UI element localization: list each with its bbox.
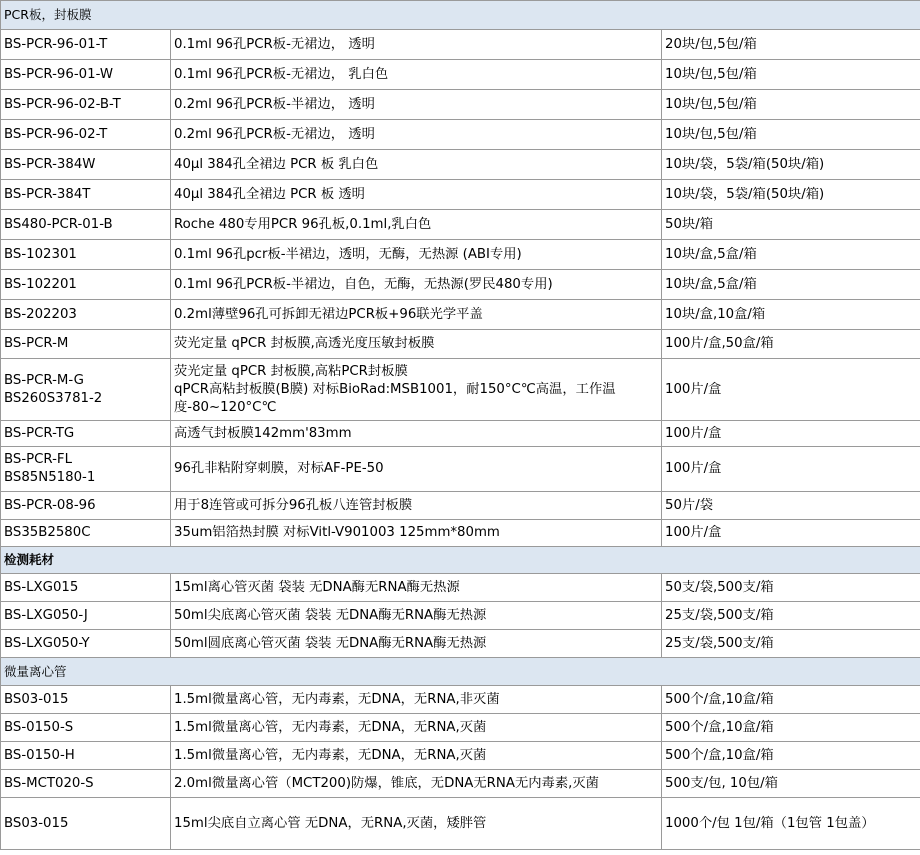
packaging-spec: 10块/袋，5袋/箱(50块/箱) (662, 180, 920, 210)
product-code: BS35B2580C (4, 525, 91, 540)
table-row (1, 90, 920, 120)
product-code: BS-PCR-384T (4, 186, 91, 202)
product-description-cell (171, 240, 662, 270)
product-description: 40μl 384孔全裙边 PCR 板 乳白色 (174, 156, 379, 172)
packaging-spec: 25支/袋,500支/箱 (662, 602, 920, 630)
packaging-spec: 500个/盒,10盒/箱 (662, 686, 920, 714)
product-description-cell (171, 574, 662, 602)
product-code-cell (1, 60, 171, 90)
table-row (1, 359, 920, 421)
table-row (1, 630, 920, 658)
product-code-cell (1, 798, 171, 850)
product-code: BS480-PCR-01-B (4, 216, 113, 232)
product-description: qPCR高粘封板膜(B膜) 对标BioRad:MSB1001，耐150°C℃高温，工作温 (174, 381, 616, 397)
product-description: 度-80~120°C℃ (174, 399, 277, 415)
product-description: 0.1ml 96孔PCR板-半裙边，自色，无酶，无热源(罗民480专用) (174, 276, 553, 292)
packaging-spec: 10块/盒,5盒/箱 (662, 270, 920, 300)
packaging-spec: 100片/盒,50盒/箱 (662, 330, 920, 359)
table-row (1, 150, 920, 180)
product-code-cell (1, 770, 171, 798)
product-description: 高透气封板膜142mm'83mm (174, 425, 352, 441)
packaging-spec: 500个/盒,10盒/箱 (662, 742, 920, 770)
product-description-cell (171, 270, 662, 300)
product-code: BS-102301 (4, 246, 77, 262)
product-code-cell (1, 492, 171, 520)
table-row (1, 270, 920, 300)
product-description: 35um铝箔热封膜 对标Vitl-V901003 125mm*80mm (174, 525, 500, 540)
product-description-cell (171, 120, 662, 150)
table-row (1, 520, 920, 547)
product-description-cell (171, 180, 662, 210)
product-description-cell (171, 447, 662, 492)
product-code-cell (1, 421, 171, 447)
product-code-cell (1, 574, 171, 602)
packaging-spec: 50块/箱 (662, 210, 920, 240)
product-description-cell (171, 798, 662, 850)
product-description: 15ml尖底自立离心管 无DNA，无RNA,灭菌，矮胖管 (174, 815, 487, 831)
product-code: BS-PCR-M-G (4, 372, 84, 388)
product-description: 15ml离心管灭菌 袋装 无DNA酶无RNA酶无热源 (174, 579, 460, 595)
product-description-cell (171, 520, 662, 547)
product-description-cell (171, 602, 662, 630)
table-row (1, 492, 920, 520)
product-code: BS260S3781-2 (4, 390, 103, 406)
product-code-cell (1, 270, 171, 300)
packaging-spec: 20块/包,5包/箱 (662, 30, 920, 60)
product-code: BS-PCR-96-02-T (4, 126, 108, 142)
product-description: 1.5ml微量离心管，无内毒素，无DNA，无RNA,非灭菌 (174, 691, 500, 707)
packaging-spec: 100片/盒 (662, 447, 920, 492)
product-code-cell (1, 30, 171, 60)
packaging-spec: 1000个/包 1包/箱（1包管 1包盖） (662, 798, 920, 850)
product-description: 96孔非粘附穿刺膜，对标AF-PE-50 (174, 461, 384, 476)
table-row (1, 574, 920, 602)
table-row (1, 120, 920, 150)
product-code-cell (1, 180, 171, 210)
product-description-cell (171, 300, 662, 330)
product-description-cell (171, 492, 662, 520)
product-code: BS-0150-S (4, 719, 74, 735)
packaging-spec: 100片/盒 (662, 359, 920, 421)
packaging-spec: 10块/包,5包/箱 (662, 120, 920, 150)
packaging-spec: 10块/包,5包/箱 (662, 90, 920, 120)
product-description: 50ml尖底离心管灭菌 袋装 无DNA酶无RNA酶无热源 (174, 607, 487, 623)
packaging-spec: 50片/袋 (662, 492, 920, 520)
product-description: 0.1ml 96孔PCR板-无裙边， 透明 (174, 36, 375, 52)
table-row (1, 798, 920, 850)
product-code: BS03-015 (4, 691, 69, 707)
product-description: 40μl 384孔全裙边 PCR 板 透明 (174, 186, 365, 202)
product-code: BS-PCR-FL (4, 452, 72, 467)
table-row (1, 330, 920, 359)
product-description: 2.0ml微量离心管（MCT200)防爆，锥底，无DNA无RNA无内毒素,灭菌 (174, 775, 599, 791)
section-title: 检测耗材 (1, 547, 920, 574)
product-description: 0.1ml 96孔PCR板-无裙边， 乳白色 (174, 66, 389, 82)
product-description: Roche 480专用PCR 96孔板,0.1ml,乳白色 (174, 216, 432, 232)
product-code: BS-PCR-08-96 (4, 497, 96, 513)
product-description-cell (171, 90, 662, 120)
product-code: BS03-015 (4, 815, 69, 831)
packaging-spec: 50支/袋,500支/箱 (662, 574, 920, 602)
packaging-spec: 10块/包,5包/箱 (662, 60, 920, 90)
product-code: BS-PCR-384W (4, 156, 96, 172)
product-description-cell (171, 714, 662, 742)
product-description: 0.2ml薄壁96孔可拆卸无裙边PCR板+96联光学平盖 (174, 306, 483, 322)
product-description-cell (171, 630, 662, 658)
table-row (1, 240, 920, 270)
product-description: 0.2ml 96孔PCR板-无裙边， 透明 (174, 126, 375, 142)
product-code-cell (1, 520, 171, 547)
product-code-cell (1, 120, 171, 150)
packaging-spec: 25支/袋,500支/箱 (662, 630, 920, 658)
product-description-cell (171, 330, 662, 359)
product-code: BS-0150-H (4, 747, 75, 763)
table-row (1, 686, 920, 714)
product-code: BS-PCR-96-02-B-T (4, 96, 121, 112)
product-description: 荧光定量 qPCR 封板膜,高透光度压敏封板膜 (174, 336, 435, 351)
product-code-cell (1, 330, 171, 359)
product-code: BS-LXG050-Y (4, 635, 90, 651)
product-table-body (1, 1, 920, 850)
table-row (1, 300, 920, 330)
product-code-cell (1, 300, 171, 330)
product-description-cell (171, 770, 662, 798)
product-description-cell (171, 60, 662, 90)
table-row (1, 210, 920, 240)
table-row (1, 30, 920, 60)
product-description-cell (171, 30, 662, 60)
product-description-cell (171, 742, 662, 770)
product-code-cell (1, 90, 171, 120)
packaging-spec: 10块/盒,10盒/箱 (662, 300, 920, 330)
section-header-row (1, 1, 920, 30)
section-title: 微量离心管 (1, 658, 920, 686)
table-row (1, 60, 920, 90)
packaging-spec: 500个/盒,10盒/箱 (662, 714, 920, 742)
packaging-spec: 10块/袋，5袋/箱(50块/箱) (662, 150, 920, 180)
product-description-cell (171, 210, 662, 240)
product-description: 0.2ml 96孔PCR板-半裙边， 透明 (174, 96, 375, 112)
product-code-cell (1, 714, 171, 742)
product-code: BS85N5180-1 (4, 470, 96, 485)
product-description: 0.1ml 96孔pcr板-半裙边，透明，无酶，无热源 (ABI专用) (174, 246, 522, 262)
section-header-row (1, 547, 920, 574)
product-code: BS-202203 (4, 306, 77, 322)
product-code: BS-MCT020-S (4, 775, 94, 791)
product-code-cell (1, 150, 171, 180)
product-description: 用于8连管或可拆分96孔板八连管封板膜 (174, 497, 413, 513)
table-row (1, 421, 920, 447)
packaging-spec: 500支/包, 10包/箱 (662, 770, 920, 798)
product-code-cell (1, 742, 171, 770)
product-code-cell (1, 630, 171, 658)
table-row (1, 447, 920, 492)
table-row (1, 180, 920, 210)
table-row (1, 602, 920, 630)
product-code: BS-LXG015 (4, 579, 79, 595)
product-description: 50ml圆底离心管灭菌 袋装 无DNA酶无RNA酶无热源 (174, 635, 487, 651)
packaging-spec: 100片/盒 (662, 520, 920, 547)
table-row (1, 742, 920, 770)
product-description: 1.5ml微量离心管，无内毒素，无DNA，无RNA,灭菌 (174, 719, 487, 735)
table-row (1, 714, 920, 742)
product-description: 1.5ml微量离心管，无内毒素，无DNA，无RNA,灭菌 (174, 747, 487, 763)
packaging-spec: 10块/盒,5盒/箱 (662, 240, 920, 270)
section-header-row (1, 658, 920, 686)
product-code: BS-102201 (4, 276, 77, 292)
product-description-cell (171, 150, 662, 180)
product-code-cell (1, 359, 171, 421)
section-title: PCR板，封板膜 (1, 1, 920, 30)
product-description-cell (171, 686, 662, 714)
product-description-cell (171, 359, 662, 421)
product-description-cell (171, 421, 662, 447)
product-code-cell (1, 686, 171, 714)
product-code-cell (1, 210, 171, 240)
product-code: BS-PCR-TG (4, 425, 75, 441)
product-code: BS-PCR-M (4, 336, 69, 351)
packaging-spec: 100片/盒 (662, 421, 920, 447)
product-code: BS-PCR-96-01-W (4, 66, 113, 82)
product-code: BS-LXG050-J (4, 607, 88, 623)
product-code-cell (1, 240, 171, 270)
product-code-cell (1, 602, 171, 630)
product-description: 荧光定量 qPCR 封板膜,高粘PCR封板膜 (174, 363, 408, 379)
product-code-cell (1, 447, 171, 492)
product-code: BS-PCR-96-01-T (4, 36, 108, 52)
table-row (1, 770, 920, 798)
